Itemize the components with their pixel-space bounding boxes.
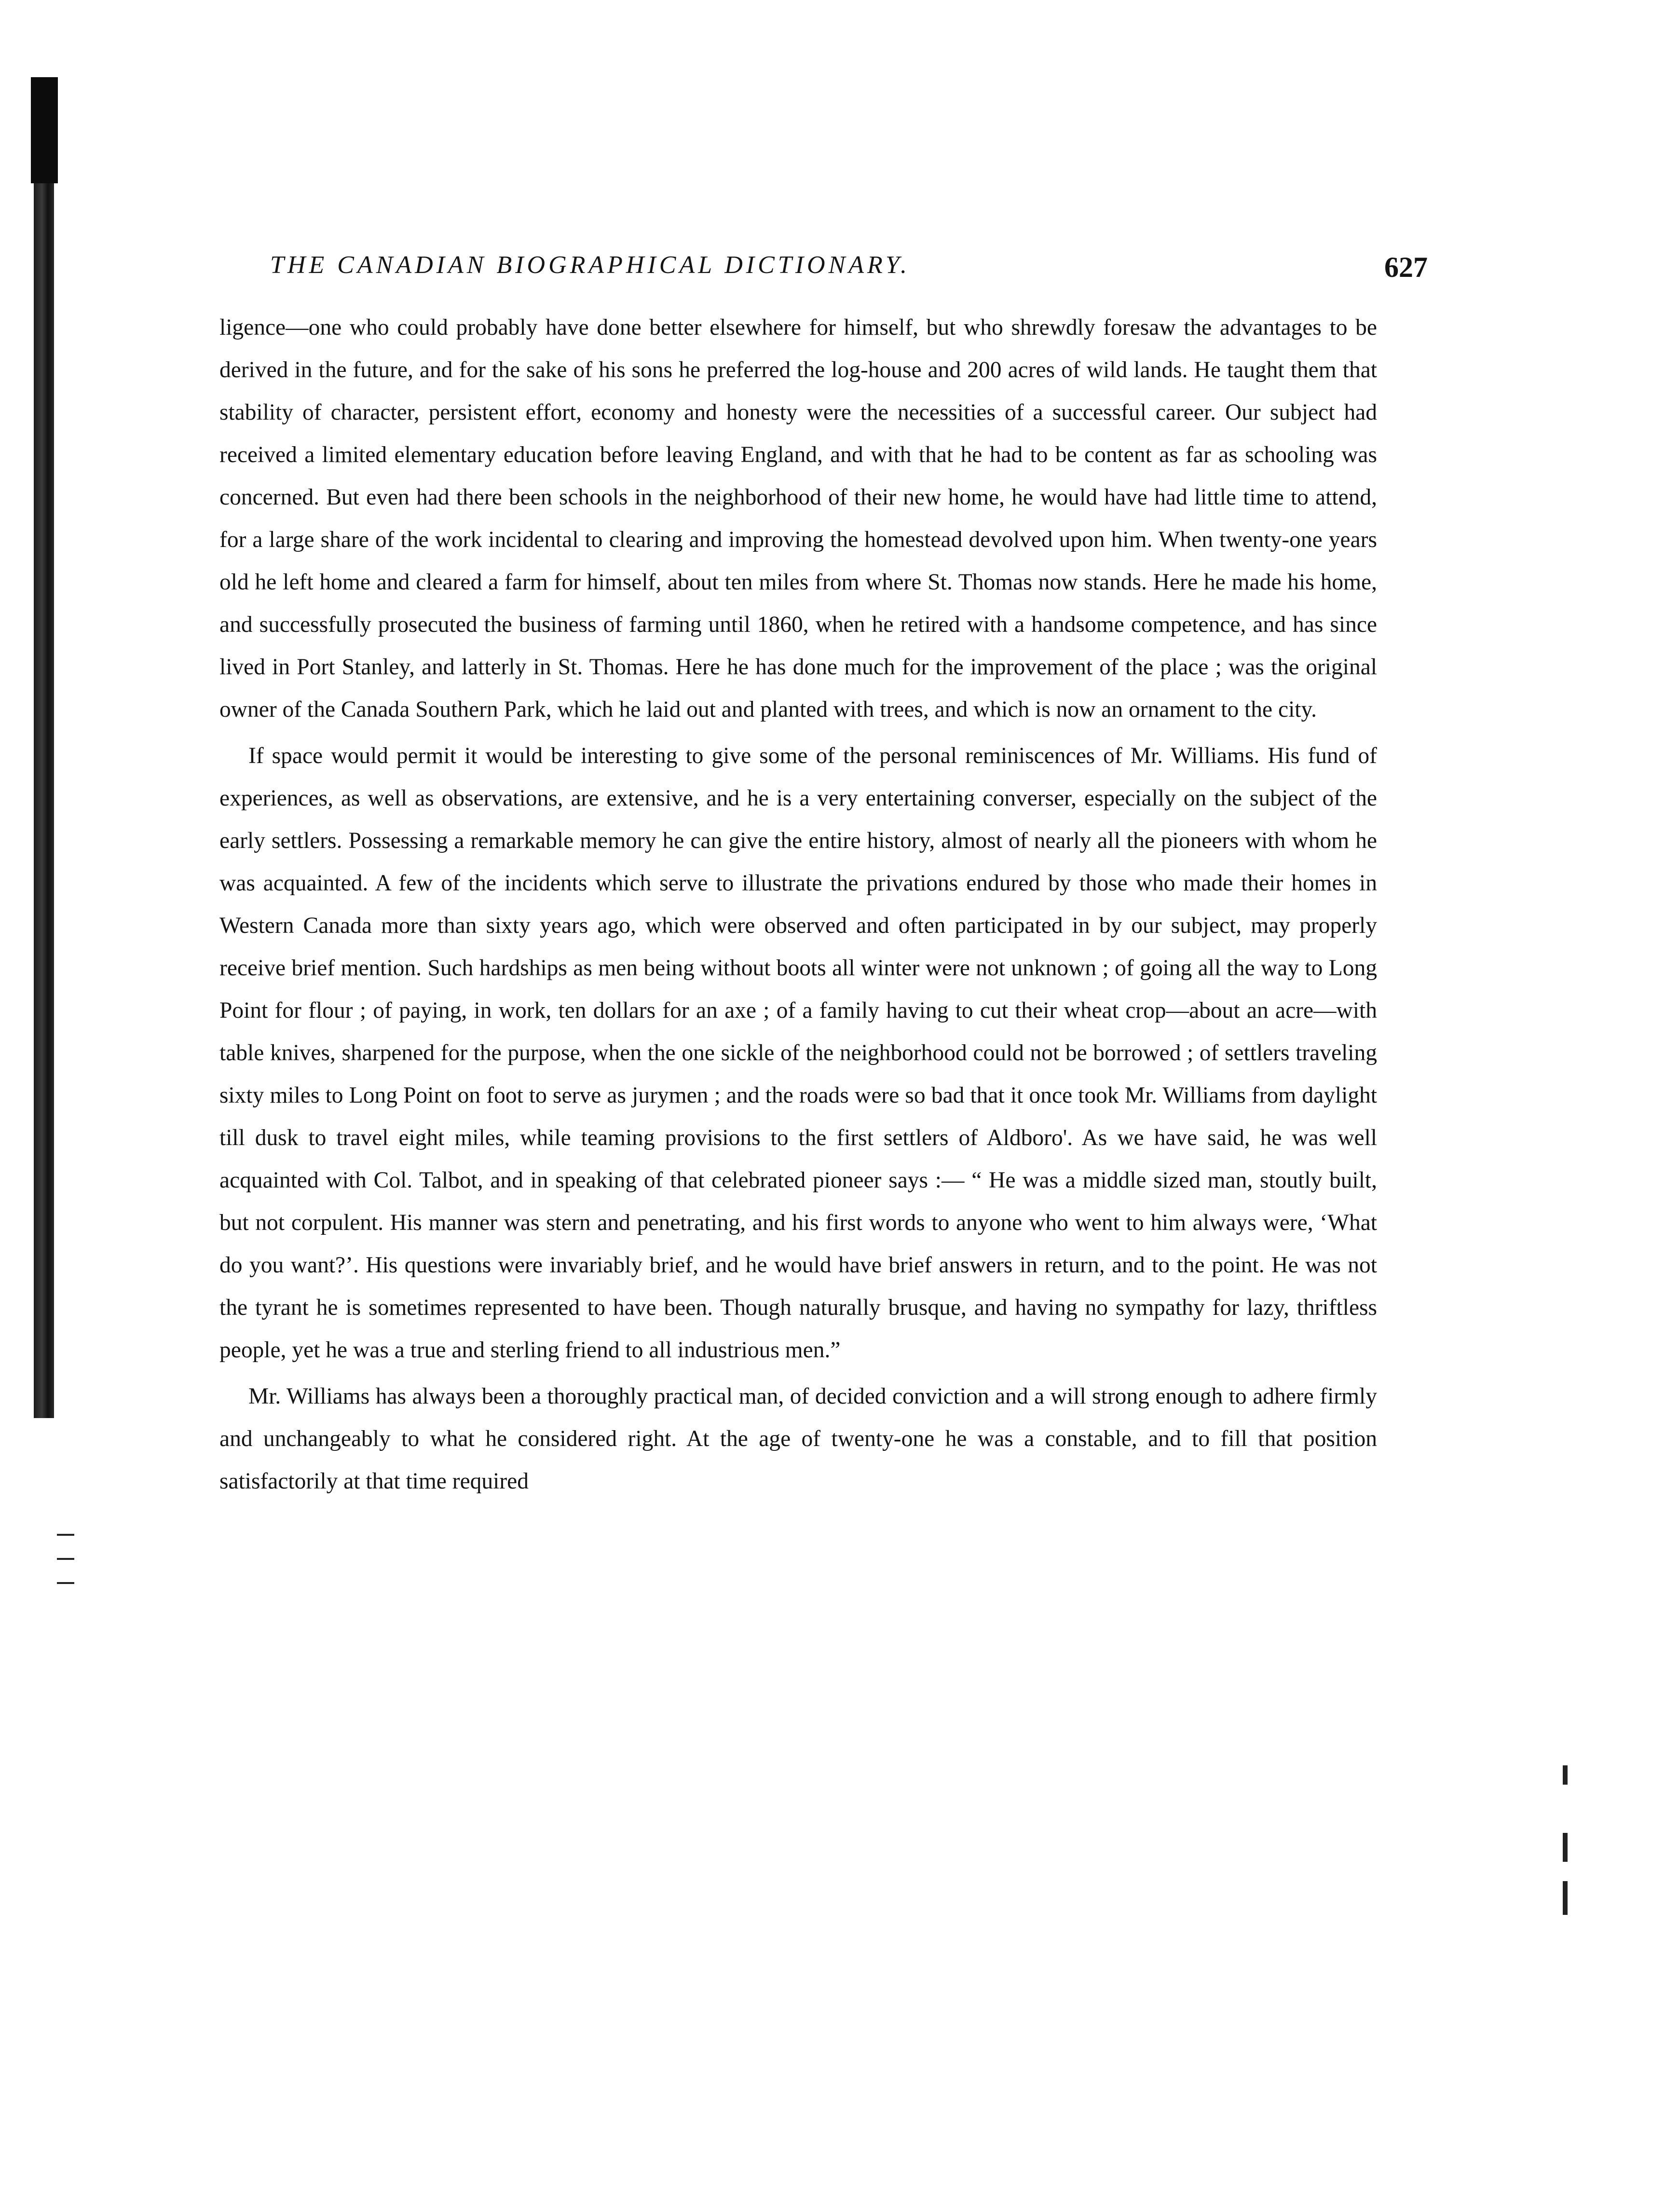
page-header	[270, 251, 1437, 294]
body-text	[219, 306, 1377, 1502]
margin-mark	[1563, 1765, 1568, 1785]
paragraph: If space would permit it would be interesting to give some of the personal reminiscences of Mr. Williams. His fund of experiences, as well as observations, are extensive, and he is a very entertaining converser, especially on the subject of the early settlers. Possessing a remarkable memory he can give the entire history, almost of nearly all the pioneers with whom he was acquainted. A few of the incidents which serve to illustrate the privations endured by those who made their homes in Western Canada more than sixty years ago, which were observed and often participated in by our subject, may properly receive brief mention. Such hardships as men being without boots all winter were not unknown ; of going all the way to Long Point for flour ; of paying, in work, ten dollars for an axe ; of a family having to cut their wheat crop—about an acre—with table knives, sharpened for the purpose, when the one sickle of the neighborhood could not be borrowed ; of settlers traveling sixty miles to Long Point on foot to serve as jurymen ; and the roads were so bad that it once took Mr. Williams from daylight till dusk to travel eight miles, while teaming provisions to the first settlers of Aldboro'. As we have said, he was well acquainted with Col. Talbot, and in speaking of that celebrated pioneer says :— “ He was a middle sized man, stoutly built, but not corpulent. His manner was stern and penetrating, and his first words to anyone who went to him always were, ‘What do you want?’. His questions were invariably brief, and he would have brief answers in return, and to the point. He was not the tyrant he is sometimes represented to have been. Though naturally brusque, and having no sympathy for lazy, thriftless people, yet he was a true and sterling friend to all industrious men.”	[219, 743, 1377, 1363]
running-title: THE CANADIAN BIOGRAPHICAL DICTIONARY.	[270, 251, 910, 279]
margin-mark	[57, 1558, 74, 1560]
margin-mark	[57, 1534, 74, 1536]
margin-mark	[1563, 1833, 1568, 1862]
paragraph: Mr. Williams has always been a thoroughly practical man, of decided conviction and a will strong enough to adhere firmly and unchangeably to what he considered right. At the age of twenty-one he was a constable, and to fill that position satisfactorily at that time required	[219, 1384, 1377, 1494]
binding-shadow	[34, 77, 54, 1418]
paragraph: ligence—one who could probably have done better elsewhere for himself, but who shrewdly foresaw the advantages to be derived in the future, and for the sake of his sons he preferred the log-house and 200 acres of wild lands. He taught them that stability of character, persistent effort, economy and honesty were the necessities of a successful career. Our subject had received a limited elementary education before leaving England, and with that he had to be content as far as schooling was concerned. But even had there been schools in the neighborhood of their new home, he would have had little time to attend, for a large share of the work incidental to clearing and improving the homestead devolved upon him. When twenty-one years old he left home and cleared a farm for himself, about ten miles from where St. Thomas now stands. Here he made his home, and successfully prosecuted the business of farming until 1860, when he retired with a handsome competence, and has since lived in Port Stanley, and latterly in St. Thomas. Here he has done much for the improvement of the place ; was the original owner of the Canada Southern Park, which he laid out and planted with trees, and which is now an ornament to the city.	[219, 315, 1377, 722]
margin-mark	[57, 1582, 74, 1584]
page-number: 627	[1384, 251, 1428, 283]
margin-mark	[1563, 1881, 1568, 1915]
